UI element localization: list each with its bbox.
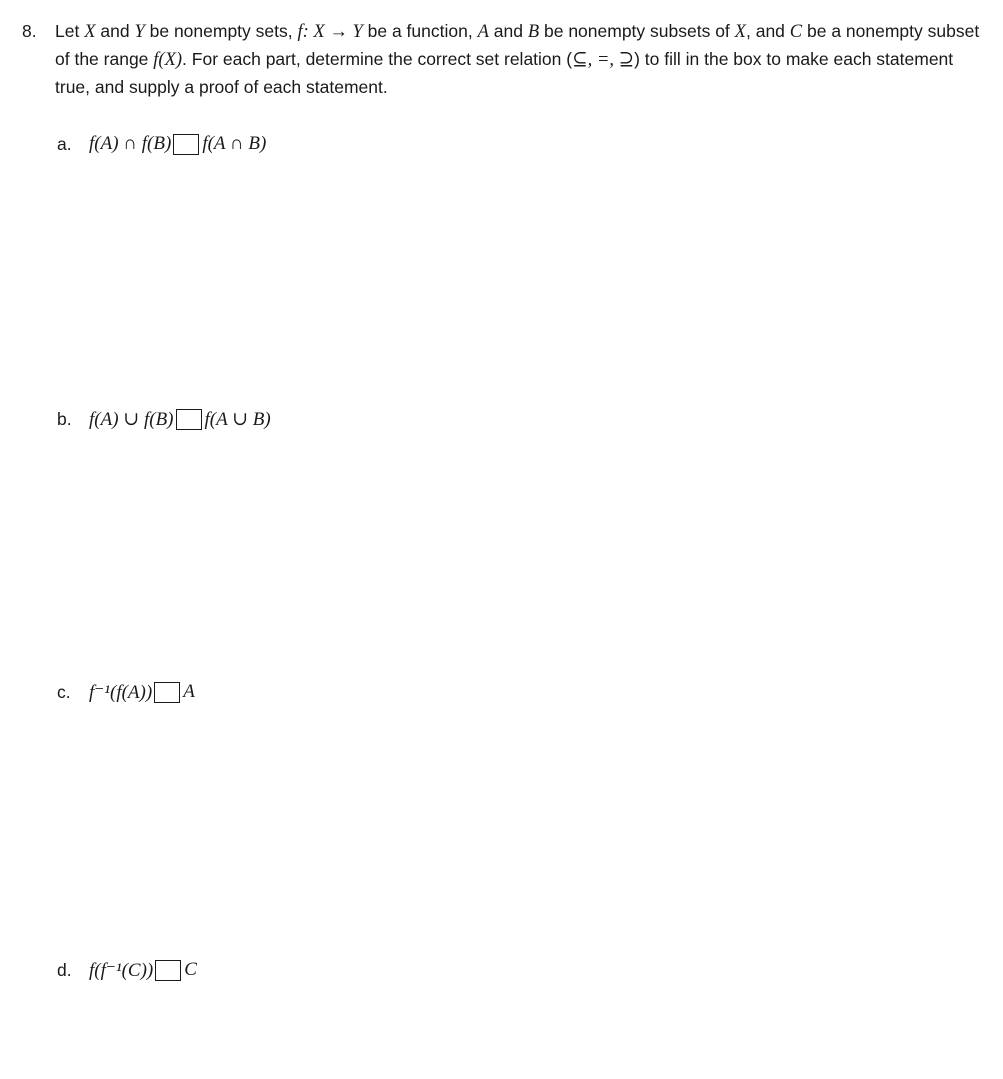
text-segment: be nonempty subsets of bbox=[539, 21, 735, 41]
right-expression: A bbox=[183, 681, 195, 702]
right-expression: C bbox=[184, 959, 197, 980]
part-d bbox=[57, 955, 197, 985]
left-expression: f⁻¹(f(A)) bbox=[89, 681, 153, 703]
problem-statement bbox=[22, 18, 987, 101]
math-x2: X bbox=[734, 22, 746, 42]
relation-answer-box[interactable] bbox=[155, 960, 181, 981]
part-label: d. bbox=[57, 959, 72, 980]
part-label: a. bbox=[57, 133, 72, 154]
problem-number: 8. bbox=[22, 21, 37, 41]
math-range: f(X) bbox=[153, 50, 183, 70]
relation-answer-box[interactable] bbox=[176, 409, 202, 430]
problem-text bbox=[55, 18, 987, 101]
math-c: C bbox=[789, 22, 803, 42]
part-c bbox=[57, 677, 195, 707]
left-expression: f(f⁻¹(C)) bbox=[89, 959, 154, 981]
left-expression: f(A) ∩ f(B) bbox=[89, 133, 172, 154]
text-segment: and bbox=[95, 21, 135, 41]
relation-answer-box[interactable] bbox=[173, 134, 199, 155]
text-segment: be a nonempty subset of the range bbox=[55, 21, 980, 69]
right-expression: f(A ∪ B) bbox=[204, 408, 271, 430]
math-relations: ⊆, =, ⊇ bbox=[572, 50, 635, 70]
part-label: b. bbox=[57, 408, 72, 429]
math-function: f: X → Y bbox=[297, 22, 363, 42]
part-a bbox=[57, 129, 266, 159]
part-label: c. bbox=[57, 681, 71, 702]
relation-answer-box[interactable] bbox=[154, 682, 180, 703]
text-segment: , and bbox=[745, 21, 790, 41]
text-segment: . For each part, determine the correct set relation ( bbox=[182, 49, 573, 69]
text-segment: ) to fill in the box to make each statement true, and supply a proof of each statement. bbox=[55, 49, 954, 97]
math-b: B bbox=[527, 22, 540, 42]
right-expression: f(A ∩ B) bbox=[202, 133, 267, 154]
text-segment: Let bbox=[55, 21, 85, 41]
math-y: Y bbox=[134, 22, 145, 42]
text-segment: be nonempty sets, bbox=[144, 21, 298, 41]
math-a: A bbox=[477, 22, 489, 42]
text-segment: be a function, bbox=[362, 21, 478, 41]
text-segment: and bbox=[488, 21, 528, 41]
part-b bbox=[57, 404, 271, 434]
math-x: X bbox=[84, 22, 96, 42]
left-expression: f(A) ∪ f(B) bbox=[89, 408, 174, 430]
